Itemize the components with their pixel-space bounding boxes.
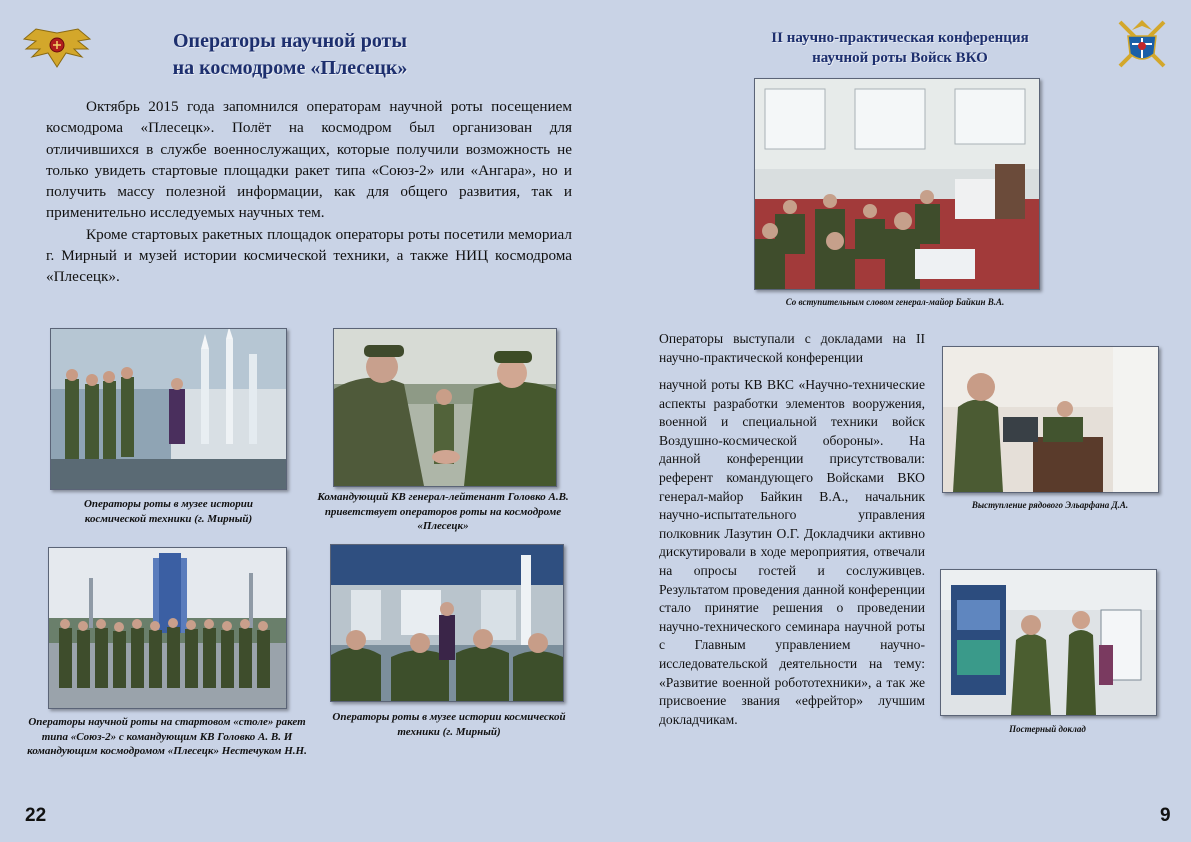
left-article-body: [46, 96, 572, 288]
photo-poster-report: [940, 569, 1157, 716]
right-title-line2: научной роты Войск ВКО: [812, 50, 988, 66]
right-title-line1: II научно-практическая конференция: [771, 30, 1029, 46]
caption-photo-launch-pad: Операторы научной роты на стартовом «столе» ракет типа «Союз-2» с командующим КВ Головко А. В. И командующим космодромом «Плесецк» Нестечуком Н.Н.: [27, 716, 307, 757]
photo-speaker: [942, 346, 1159, 493]
caption-photo-poster-report: Постерный доклад: [1009, 724, 1086, 734]
right-emblem: [1114, 18, 1170, 70]
vko-emblem-icon: [1114, 18, 1170, 70]
photo-museum-1: [50, 328, 287, 490]
caption-photo-handshake: Командующий КВ генерал-лейтенант Головко А.В. приветствует операторов роты на космодроме «Плесецк»: [317, 491, 569, 532]
caption-photo-museum-1: Операторы роты в музее истории космической техники (г. Мирный): [83, 498, 254, 525]
caption-photo-museum-2: Операторы роты в музее истории космической техники (г. Мирный): [332, 711, 566, 738]
photo-conference-hall: [754, 78, 1040, 290]
paragraph-1: Октябрь 2015 года запомнился операторам научной роты посещением космодрома «Плесецк». Полёт на космодром был организован для отличившихся в службе военнослужащих, которые получили возможность не только увидеть стартовые площадки ракет типа «Союз-2» или «Ангара», но и получить массу полезной информации, как для общего развития, так и применительно исследуемых научных тем.: [46, 98, 572, 222]
right-page-title: [720, 28, 1080, 68]
conference-text-part1: Операторы выступали с докладами на II научно-практической конференции: [659, 331, 925, 365]
conference-text-part2: научной роты КВ ВКС «Научно-технические аспекты разработки элементов вооружения, военной и специальной техники войск Воздушно-космической обороны». На данной конференции присутствовали: референт командующего Войсками ВКО генерал-майор Байкин В.А., начальник научно-испытательного управления полковник Лазутин О.Г. Докладчики активно дискутировали в ходе мероприятия, отвечали на опросы гостей и сослуживцев. Результатом проведения данной конференции стало принятие решения о проведении научно-технического семинара научной роты с Главным управлением научно-исследовательской деятельности на тему: «Развитие военной робототехники», а так же присвоение звания «ефрейтор» лучшим докладчикам.: [659, 377, 925, 727]
left-page-number: 22: [25, 805, 47, 826]
photo-museum-2: [330, 544, 564, 702]
left-emblem: [22, 25, 92, 73]
eagle-emblem-icon: [22, 25, 92, 73]
paragraph-2: Кроме стартовых ракетных площадок операторы роты посетили мемориал г. Мирный и музей истории космической техники, а также НИЦ космодрома «Плесецк».: [46, 225, 572, 286]
photo-handshake: [333, 328, 557, 487]
caption-photo-conference-hall: Со вступительным словом генерал-майор Байкин В.А.: [785, 297, 1005, 307]
left-page-title: [120, 28, 460, 82]
right-page-number: 9: [1160, 805, 1171, 826]
left-title-line2: на космодроме «Плесецк»: [172, 57, 408, 79]
caption-photo-speaker: Выступление рядового Эльарфана Д.А.: [971, 500, 1129, 510]
left-title-line1: Операторы научной роты: [173, 30, 407, 52]
photo-launch-pad: [48, 547, 287, 709]
